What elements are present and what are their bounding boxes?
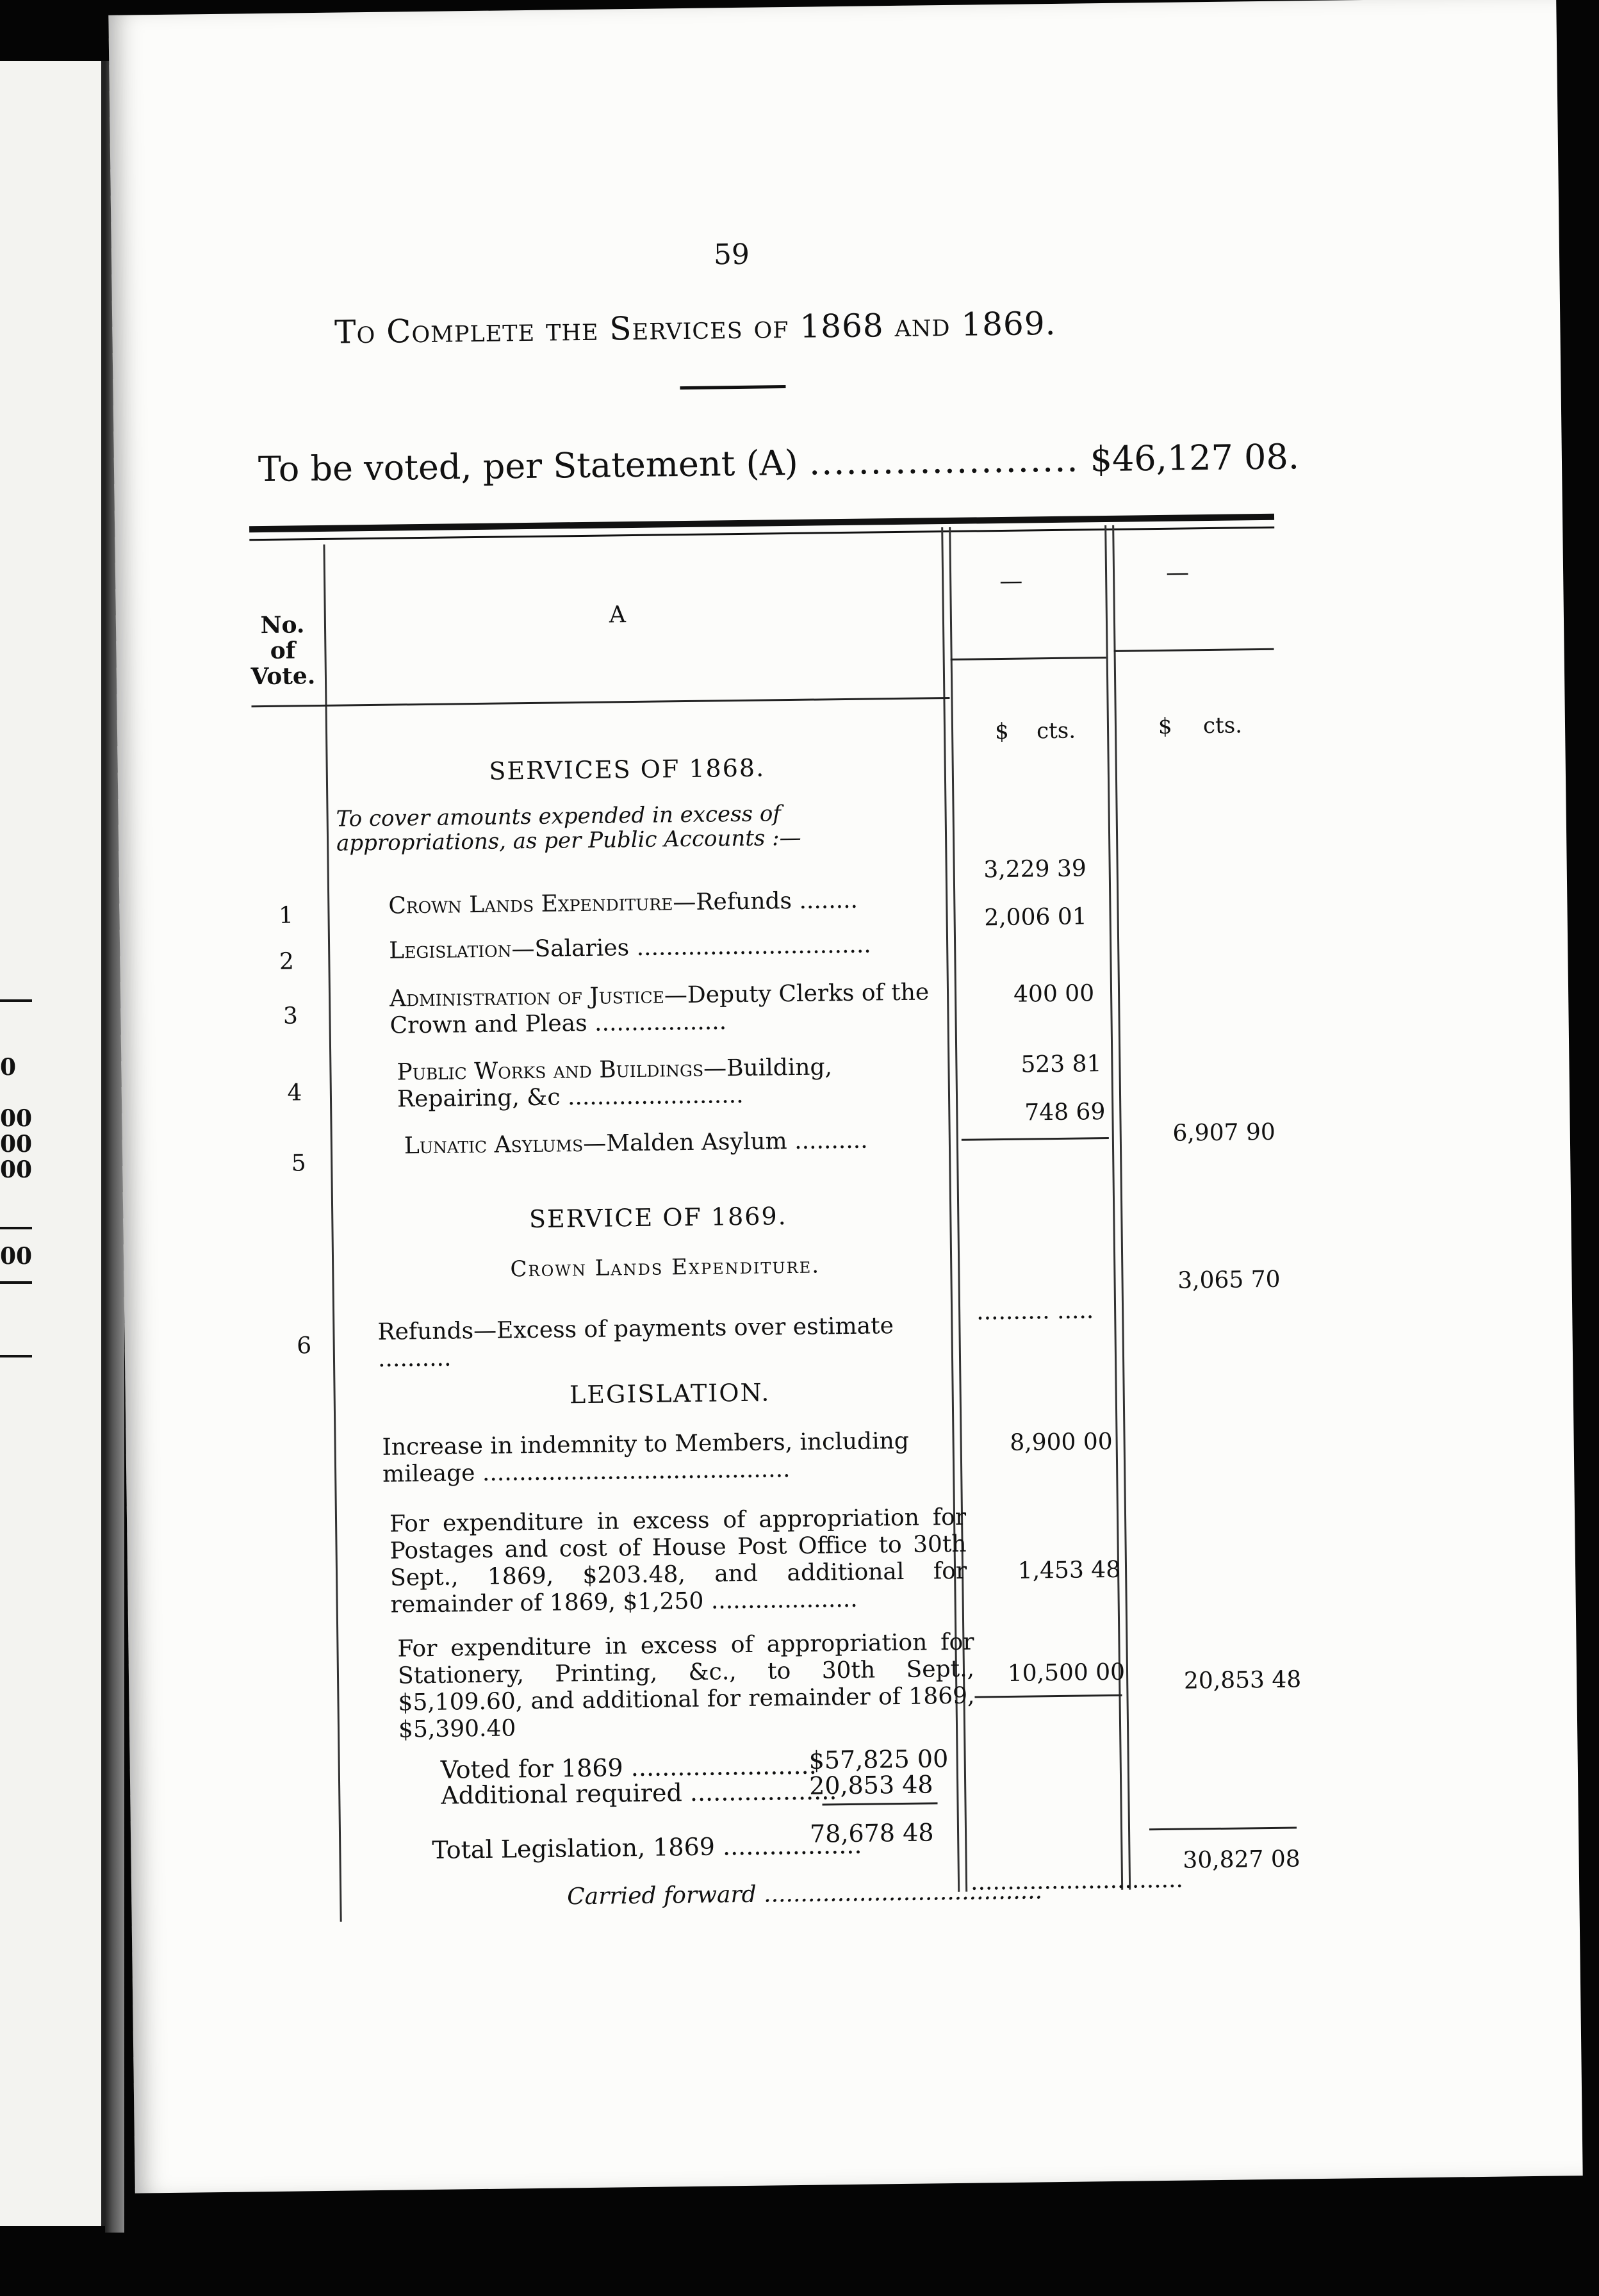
- left-page-edge: [0, 61, 105, 2226]
- summary-label: Total Legislation, 1869: [432, 1832, 716, 1864]
- vote-number-header: No. of Vote.: [250, 611, 316, 691]
- leader-dots: .............................: [970, 1866, 1184, 1896]
- item-text: Increase in indemnity to Members, including mileage: [382, 1427, 910, 1488]
- item-amount: 523 81: [1021, 1051, 1102, 1078]
- left-fragment: 00: [0, 1243, 33, 1270]
- vote-number: 2: [279, 948, 295, 975]
- legislation-title: LEGISLATION.: [569, 1378, 771, 1409]
- left-rule: [0, 1355, 32, 1357]
- vote-number: 1: [278, 902, 294, 929]
- item-amount: 1,453 48: [1017, 1556, 1121, 1584]
- col3-dash: —: [1165, 559, 1190, 586]
- section-title-1869: SERVICE OF 1869.: [529, 1202, 787, 1234]
- col-a-header: A: [609, 602, 627, 628]
- line-item: Administration of Justice—Deputy Clerks of the Crown and Pleas ..................: [389, 979, 930, 1039]
- left-rule: [0, 1227, 32, 1229]
- item-head: Public Works and Buildings: [397, 1055, 704, 1086]
- summary-label: Voted for 1869: [440, 1753, 623, 1784]
- left-fragment: 0: [0, 1054, 17, 1081]
- item-amount: 3,065 70: [1177, 1266, 1281, 1294]
- page-number: 59: [713, 238, 750, 272]
- section-title-1868: SERVICES OF 1868.: [489, 753, 766, 785]
- subsection-title: Crown Lands Expenditure.: [510, 1252, 821, 1283]
- heading-rule: [680, 385, 785, 390]
- line-item: [397, 1629, 975, 1744]
- line-item: Public Works and Buildings—Building, Repairing, &c ........................: [397, 1054, 833, 1113]
- vote-number: 5: [291, 1150, 306, 1177]
- item-text: —Refunds: [673, 888, 792, 916]
- cents-label: cts.: [1202, 712, 1243, 739]
- vote-number: 3: [283, 1003, 299, 1029]
- left-fragment: 00: [0, 1156, 33, 1183]
- vote-number: 4: [287, 1079, 302, 1106]
- line-item: Crown Lands Expenditure—Refunds ........: [388, 887, 858, 919]
- item-text: —Malden Asylum: [582, 1128, 787, 1158]
- left-fragment: 00: [0, 1131, 33, 1158]
- leader-dots: .......... .....: [976, 1297, 1094, 1325]
- total-legislation: Total Legislation, 1869 ..................: [432, 1830, 862, 1864]
- leader-dots: ......................: [808, 439, 1079, 483]
- col2-dash: —: [999, 568, 1023, 595]
- item-head: Legislation: [388, 936, 512, 964]
- item-amount: 2,006 01: [984, 903, 1087, 931]
- section-total: 6,907 90: [1172, 1119, 1276, 1147]
- item-amount: 400 00: [1013, 980, 1095, 1008]
- voted-1869: Voted for 1869 ........................: [440, 1751, 817, 1784]
- summary-amount: $57,825 00: [808, 1744, 949, 1775]
- left-fragment: 00: [0, 1105, 33, 1132]
- item-text: —Building, Repairing, &c: [397, 1054, 833, 1113]
- line-item: Lunatic Asylums—Malden Asylum ..........: [404, 1127, 868, 1160]
- carried-forward: Carried forward ......................................: [566, 1878, 1043, 1910]
- additional-required: Additional required ...................: [441, 1776, 837, 1810]
- section-total: 20,853 48: [1183, 1666, 1302, 1694]
- item-text: Refunds—Excess of payments over estimate: [377, 1313, 894, 1345]
- vote-number: 6: [297, 1332, 312, 1359]
- item-head: Administration of Justice: [389, 982, 665, 1012]
- line-item: Refunds—Excess of payments over estimate ..........: [377, 1313, 894, 1372]
- item-text: For expenditure in excess of appropriation for Postages and cost of House Post Office to 30th Sept., 1869, $203.48, and additional for remainder of 1869, $1,250: [389, 1504, 967, 1618]
- carried-rule: [1149, 1826, 1297, 1830]
- left-rule: [0, 1281, 32, 1284]
- summary-amount: 78,678 48: [809, 1818, 934, 1848]
- cents-label: cts.: [1036, 718, 1076, 744]
- subtotal-rule: [974, 1694, 1122, 1698]
- dollar-sign: $: [994, 718, 1009, 745]
- col2-header-rule: [951, 657, 1106, 660]
- section-note: To cover amounts expended in excess of appropriations, as per Public Accounts :—: [336, 801, 801, 857]
- carried-label: Carried forward: [566, 1881, 757, 1910]
- header-bottom-rule: [251, 697, 949, 707]
- item-text: —Deputy Clerks of the Crown and Pleas: [390, 979, 930, 1039]
- line-item: Legislation—Salaries ................................: [388, 931, 871, 964]
- page-heading: To Complete the Services of 1868 and 1869.: [334, 304, 1056, 351]
- line-item: Increase in indemnity to Members, including mileage ..........................................: [382, 1427, 910, 1488]
- subtotal-rule: [962, 1137, 1109, 1141]
- column-divider: [323, 545, 341, 1922]
- voted-statement: [258, 436, 1300, 489]
- item-amount: 3,229 39: [983, 855, 1086, 883]
- col3-header-rule: [1114, 648, 1274, 652]
- summary-rule: [823, 1802, 938, 1805]
- item-text: —Salaries: [511, 935, 630, 963]
- dollar-sign: $: [1158, 713, 1172, 739]
- item-amount: 10,500 00: [1007, 1659, 1126, 1687]
- item-amount: 748 69: [1024, 1099, 1106, 1126]
- voted-label: To be voted, per Statement (A): [258, 442, 799, 490]
- document-page: [108, 0, 1582, 2194]
- carried-amount: 30,827 08: [1183, 1846, 1300, 1874]
- summary-amount: 20,853 48: [808, 1770, 933, 1800]
- left-rule: [0, 999, 32, 1002]
- item-text: For expenditure in excess of appropriation for Stationery, Printing, &c., to 30th Sept., $5,109.60, and additional for remainder of 1869, $5,390.40: [397, 1628, 975, 1743]
- voted-amount: $46,127 08.: [1090, 436, 1300, 480]
- line-item: For expenditure in excess of appropriation for Postages and cost of House Post Office to 30th Sept., 1869, $203.48, and additional for remainder of 1869, $1,250 ....................: [389, 1504, 967, 1618]
- item-amount: 8,900 00: [1010, 1428, 1113, 1456]
- summary-label: Additional required: [441, 1778, 683, 1810]
- item-head: Lunatic Asylums: [404, 1131, 584, 1160]
- item-head: Crown Lands Expenditure: [388, 889, 673, 919]
